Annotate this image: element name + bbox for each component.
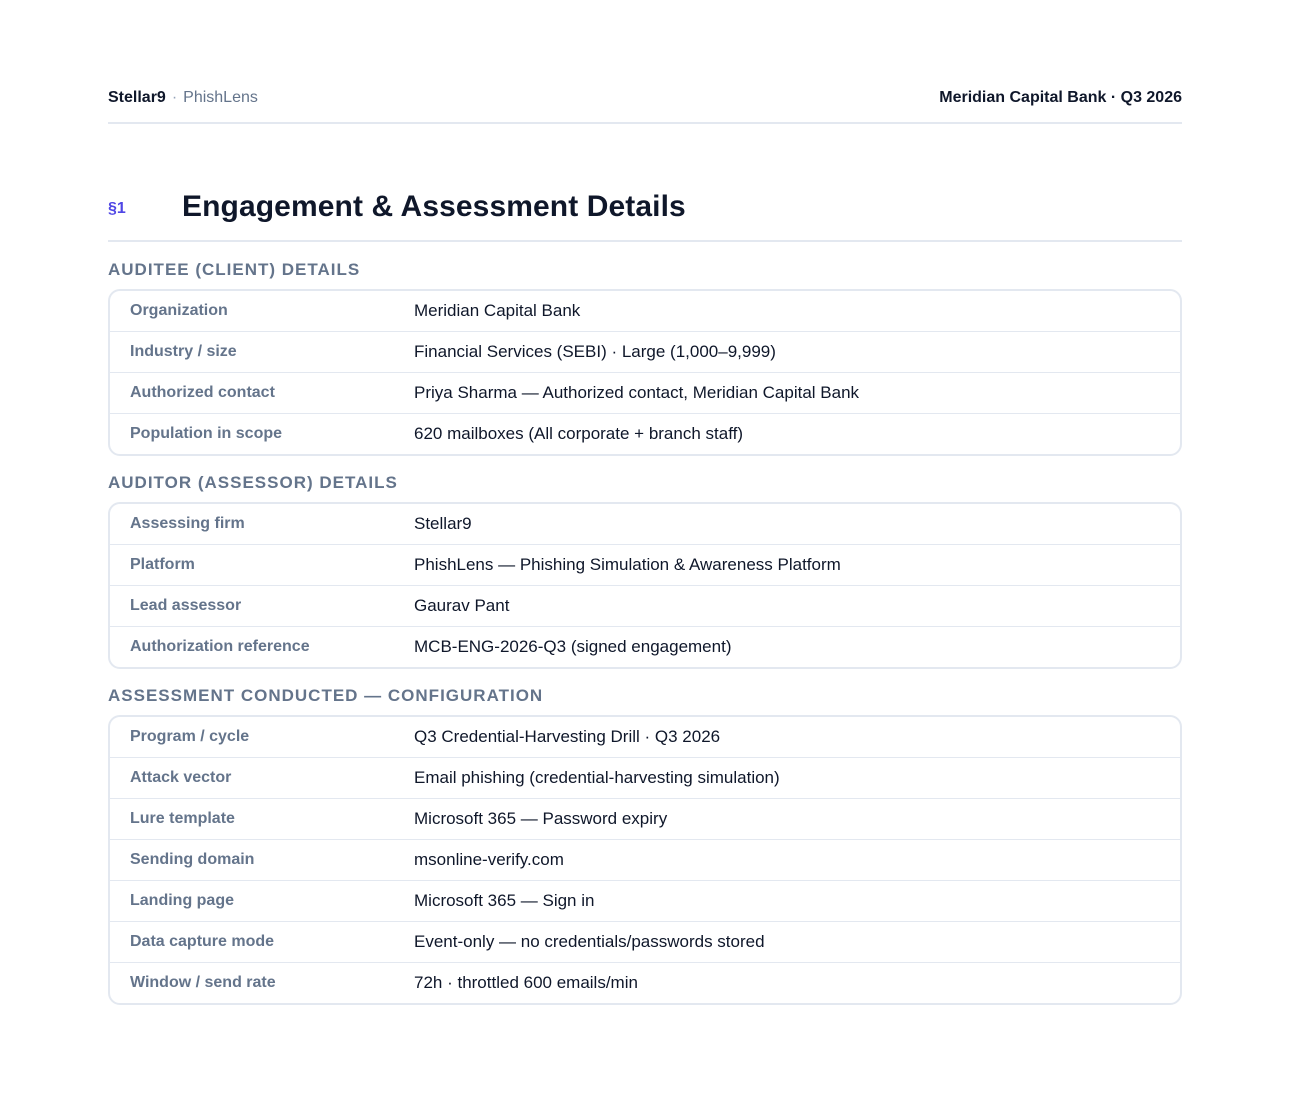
configuration-group-label: ASSESSMENT CONDUCTED — CONFIGURATION — [108, 686, 544, 705]
row-value: Microsoft 365 — Sign in — [414, 891, 595, 910]
row-key: Program / cycle — [130, 728, 250, 745]
table-row — [110, 544, 1180, 585]
row-value: Priya Sharma — Authorized contact, Meridian Capital Bank — [414, 383, 860, 402]
table-row — [110, 717, 1180, 757]
table-row — [110, 880, 1180, 921]
brand-name: Stellar9 — [108, 89, 166, 106]
table-row — [110, 757, 1180, 798]
table-row — [110, 585, 1180, 626]
product-name: PhishLens — [183, 89, 258, 106]
table-row — [110, 504, 1180, 544]
auditor-group-label: AUDITOR (ASSESSOR) DETAILS — [108, 473, 398, 492]
table-row — [110, 962, 1180, 1003]
row-key: Attack vector — [130, 769, 232, 786]
row-key: Authorization reference — [130, 638, 310, 655]
row-key: Sending domain — [130, 851, 255, 868]
row-key: Lure template — [130, 810, 235, 827]
row-value: Stellar9 — [414, 514, 472, 533]
brand-separator: · — [171, 89, 178, 106]
row-value: Financial Services (SEBI) · Large (1,000–9,999) — [414, 342, 776, 361]
row-key: Lead assessor — [130, 597, 242, 614]
row-key: Data capture mode — [130, 933, 275, 950]
auditor-details-table — [108, 502, 1182, 669]
row-value: PhishLens — Phishing Simulation & Awareness Platform — [414, 555, 841, 574]
row-key: Window / send rate — [130, 974, 276, 991]
row-value: 72h · throttled 600 emails/min — [414, 973, 638, 992]
row-value: Email phishing (credential-harvesting simulation) — [414, 768, 780, 787]
row-key: Population in scope — [130, 425, 283, 442]
section-number: §1 — [108, 200, 126, 217]
auditee-details-table — [108, 289, 1182, 456]
table-row — [110, 372, 1180, 413]
table-row — [110, 921, 1180, 962]
row-value: Microsoft 365 — Password expiry — [414, 809, 668, 828]
row-value: 620 mailboxes (All corporate + branch staff) — [414, 424, 743, 443]
report-header — [108, 86, 1182, 124]
table-row — [110, 626, 1180, 667]
section-title: Engagement & Assessment Details — [182, 190, 686, 223]
row-value: MCB-ENG-2026-Q3 (signed engagement) — [414, 637, 732, 656]
row-value: Q3 Credential-Harvesting Drill · Q3 2026 — [414, 727, 721, 746]
table-row — [110, 413, 1180, 454]
table-row — [110, 798, 1180, 839]
row-key: Assessing firm — [130, 515, 245, 532]
row-value: Gaurav Pant — [414, 596, 510, 615]
row-key: Platform — [130, 556, 195, 573]
table-row — [110, 839, 1180, 880]
row-key: Industry / size — [130, 343, 237, 360]
row-value: Meridian Capital Bank — [414, 301, 581, 320]
row-key: Authorized contact — [130, 384, 275, 401]
auditee-group-label: AUDITEE (CLIENT) DETAILS — [108, 260, 361, 279]
brand — [108, 86, 258, 110]
row-key: Organization — [130, 302, 228, 319]
client-cycle: Meridian Capital Bank · Q3 2026 — [939, 89, 1182, 106]
configuration-table — [108, 715, 1182, 1005]
row-key: Landing page — [130, 892, 234, 909]
row-value: msonline-verify.com — [414, 850, 564, 869]
table-row — [110, 331, 1180, 372]
row-value: Event-only — no credentials/passwords stored — [414, 932, 765, 951]
table-row — [110, 291, 1180, 331]
section-heading — [108, 188, 1182, 242]
